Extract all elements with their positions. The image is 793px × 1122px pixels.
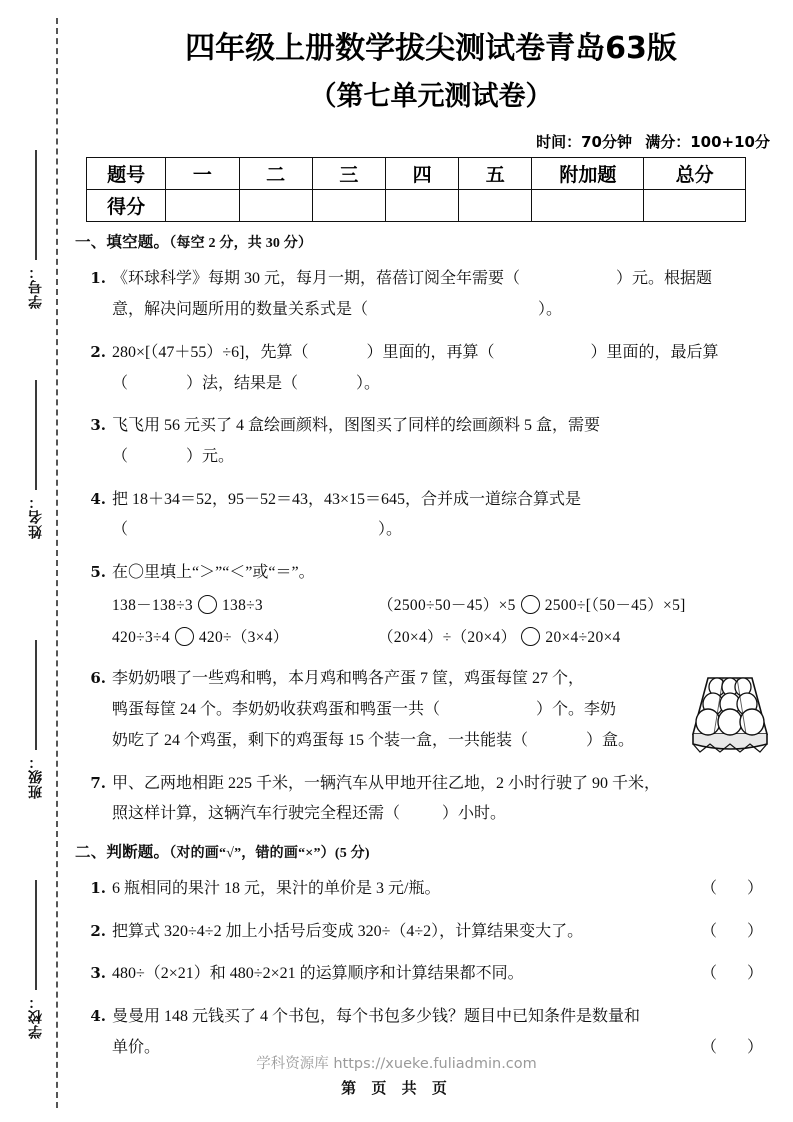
- margin-label-class: 班级：: [28, 754, 44, 799]
- comparison-pair-4: [378, 623, 776, 653]
- question-text-a: （: [112, 521, 129, 539]
- question-body: [112, 769, 776, 830]
- question-text-a: 鸭蛋每筐 24 个。李奶奶收获鸡蛋和鸭蛋一共（: [112, 701, 441, 719]
- question-text: 6 瓶相同的果汁 18 元，果汁的单价是 3 元/瓶。: [112, 879, 441, 897]
- question-text-b: ）元。: [186, 447, 235, 465]
- score-cell-5[interactable]: [459, 190, 532, 222]
- question-body: [112, 558, 776, 652]
- expression-left: 138－138÷3: [112, 596, 193, 614]
- question-2-3: [86, 959, 776, 990]
- question-body: [112, 264, 776, 325]
- question-body: [112, 664, 776, 756]
- question-text-c: 意，解决问题所用的数量关系式是（: [112, 301, 369, 319]
- margin-identity-column: [16, 90, 56, 1050]
- comparison-circle[interactable]: [521, 627, 540, 646]
- question-1-7: [86, 769, 776, 830]
- question-number: 3.: [90, 416, 106, 435]
- score-cell-2[interactable]: [239, 190, 312, 222]
- question-text-e: ）法，结果是（: [186, 374, 299, 392]
- question-1-1: [86, 264, 776, 325]
- question-line: [112, 515, 776, 546]
- score-cell-3[interactable]: [312, 190, 385, 222]
- egg-carton-icon: [688, 664, 772, 764]
- score-table-col-total: 总分: [644, 158, 746, 190]
- question-line: 曼曼用 148 元钱买了 4 个书包，每个书包多少钱？题目中已知条件是数量和: [112, 1008, 641, 1026]
- margin-rule: [35, 150, 37, 260]
- score-table-col-5: 五: [459, 158, 532, 190]
- question-line: [112, 264, 776, 295]
- question-number: 5.: [90, 563, 106, 582]
- score-table-row-label-question: 题号: [87, 158, 166, 190]
- page-title: 四年级上册数学拔尖测试卷青岛63版: [185, 31, 677, 66]
- comparison-circle[interactable]: [198, 595, 217, 614]
- comparison-pair-3: [112, 623, 378, 653]
- question-body: [112, 917, 776, 948]
- question-number: 4.: [90, 489, 106, 508]
- question-text-a: 280×[（47＋55）÷6]，先算（: [112, 343, 309, 361]
- question-line: [112, 295, 776, 326]
- table-row-headers: [87, 158, 746, 190]
- comparison-circle[interactable]: [175, 627, 194, 646]
- section-heading-fill-blank: [75, 230, 776, 252]
- score-cell-extra[interactable]: [532, 190, 644, 222]
- question-number: 6.: [90, 669, 106, 688]
- question-1-5: [86, 558, 776, 652]
- question-prompt: 在〇里填上“＞”“＜”或“＝”。: [112, 564, 315, 582]
- margin-label-student-number: 学号：: [28, 264, 44, 309]
- question-number: 1.: [90, 878, 106, 897]
- question-body: [112, 411, 776, 472]
- score-table-col-2: 二: [239, 158, 312, 190]
- question-text: 把算式 320÷4÷2 加上小括号后变成 320÷（4÷2），计算结果变大了。: [112, 922, 584, 940]
- section-1-title: 一、填空题。: [75, 234, 170, 252]
- answer-box[interactable]: （ ）: [700, 879, 776, 897]
- margin-field-class: [16, 640, 56, 799]
- answer-box[interactable]: （ ）: [700, 922, 776, 940]
- question-text-d: （: [112, 374, 129, 392]
- expression-right: 20×4÷20×4: [545, 628, 621, 646]
- margin-rule: [35, 880, 37, 990]
- question-line: [112, 959, 776, 990]
- margin-field-school: [16, 880, 56, 1039]
- page-subtitle: （第七单元测试卷）: [309, 81, 553, 113]
- question-number: 3.: [90, 964, 106, 983]
- question-2-2: [86, 917, 776, 948]
- question-line: [112, 338, 776, 369]
- expression-left: 420÷3÷4: [112, 628, 170, 646]
- comparison-pair-1: [112, 591, 378, 621]
- section-1-points: （每空 2 分，共 30 分）: [169, 236, 313, 252]
- expression-right: 138÷3: [221, 596, 263, 614]
- question-number: 2.: [90, 921, 106, 940]
- page-number: 第 页 共 页: [341, 1079, 452, 1097]
- score-cell-4[interactable]: [385, 190, 458, 222]
- margin-field-student-number: [16, 150, 56, 309]
- exam-score-label: 满分：100+10分: [645, 133, 770, 152]
- comparison-row-1: [112, 591, 776, 621]
- exam-time-label: 时间：70分钟: [536, 133, 632, 152]
- question-text-b: ）小时。: [442, 805, 507, 823]
- page-fold-dashed-line: [56, 18, 58, 1108]
- question-number: 2.: [90, 342, 106, 361]
- score-table-col-4: 四: [385, 158, 458, 190]
- question-line: 把 18＋34＝52，95－52＝43，43×15＝645，合并成一道综合算式是: [112, 490, 582, 508]
- question-line: [112, 369, 776, 400]
- section-heading-judgement: [75, 840, 776, 862]
- question-line: [112, 695, 776, 726]
- exam-page: [75, 0, 776, 1122]
- page-footer: [0, 1052, 793, 1098]
- score-cell-total[interactable]: [644, 190, 746, 222]
- exam-meta: [86, 131, 776, 152]
- question-line: [112, 442, 776, 473]
- question-text-c: ）里面的，最后算: [590, 343, 719, 361]
- expression-left: （2500÷50－45）×5: [378, 596, 516, 614]
- expression-left: （20×4）÷（20×4）: [378, 628, 517, 646]
- margin-rule: [35, 640, 37, 750]
- question-text-f: ）。: [356, 374, 381, 392]
- score-table: [86, 157, 746, 222]
- question-text-b: ）里面的，再算（: [366, 343, 495, 361]
- question-text-b: ）个。李奶: [536, 701, 617, 719]
- comparison-row-2: [112, 623, 776, 653]
- question-body: [112, 485, 776, 546]
- question-1-3: [86, 411, 776, 472]
- question-line: 甲、乙两地相距 225 千米，一辆汽车从甲地开往乙地，2 小时行驶了 90 千米，: [112, 774, 661, 792]
- question-text-d: ）盒。: [586, 731, 635, 749]
- question-1-4: [86, 485, 776, 546]
- question-text-a: （: [112, 447, 129, 465]
- question-1-2: [86, 338, 776, 399]
- question-body: [112, 874, 776, 905]
- table-row-scores: [87, 190, 746, 222]
- answer-box[interactable]: （ ）: [700, 1038, 776, 1056]
- score-table-col-1: 一: [166, 158, 239, 190]
- watermark-text: 学科资源库 https://xueke.fuliadmin.com: [256, 1056, 537, 1072]
- question-text: 单价。: [112, 1038, 161, 1056]
- question-number: 7.: [90, 773, 106, 792]
- question-line: [112, 917, 776, 948]
- score-table-row-label-score: 得分: [87, 190, 166, 222]
- comparison-pair-2: [378, 591, 776, 621]
- question-1-6: [86, 664, 776, 756]
- question-line: 飞飞用 56 元买了 4 盒绘画颜料，图图买了同样的绘画颜料 5 盒，需要: [112, 417, 601, 435]
- question-text-d: ）。: [538, 301, 563, 319]
- expression-right: 420÷（3×4）: [198, 628, 289, 646]
- answer-box[interactable]: （ ）: [700, 965, 776, 983]
- question-body: [112, 959, 776, 990]
- question-line: 李奶奶喂了一些鸡和鸭，本月鸡和鸭各产蛋 7 筐，鸡蛋每筐 27 个，: [112, 670, 585, 688]
- question-2-1: [86, 874, 776, 905]
- score-table-col-extra: 附加题: [532, 158, 644, 190]
- expression-right: 2500÷[（50－45）×5]: [544, 596, 686, 614]
- margin-label-name: 姓名：: [28, 494, 44, 539]
- question-text-a: 照这样计算，这辆汽车行驶完全程还需（: [112, 805, 401, 823]
- section-2-title: 二、判断题。: [75, 843, 170, 861]
- question-text: 480÷（2×21）和 480÷2×21 的运算顺序和计算结果都不同。: [112, 965, 524, 983]
- score-cell-1[interactable]: [166, 190, 239, 222]
- question-body: [112, 338, 776, 399]
- section-2-points: （对的画“√”，错的画“×”）(5 分): [169, 845, 370, 861]
- question-text-a: 《环球科学》每期 30 元，每月一期，蓓蓓订阅全年需要（: [112, 270, 521, 288]
- question-number: 1.: [90, 269, 106, 288]
- comparison-circle[interactable]: [521, 595, 540, 614]
- question-line: [112, 799, 776, 830]
- margin-rule: [35, 380, 37, 490]
- question-line: [112, 874, 776, 905]
- question-text-b: ）元。根据题: [616, 270, 713, 288]
- question-text-b: ）。: [378, 521, 403, 539]
- score-table-col-3: 三: [312, 158, 385, 190]
- question-line: [112, 726, 776, 757]
- margin-label-school: 学校：: [28, 994, 44, 1039]
- question-number: 4.: [90, 1007, 106, 1026]
- margin-field-name: [16, 380, 56, 539]
- question-text-c: 奶吃了 24 个鸡蛋，剩下的鸡蛋每 15 个装一盒，一共能装（: [112, 731, 529, 749]
